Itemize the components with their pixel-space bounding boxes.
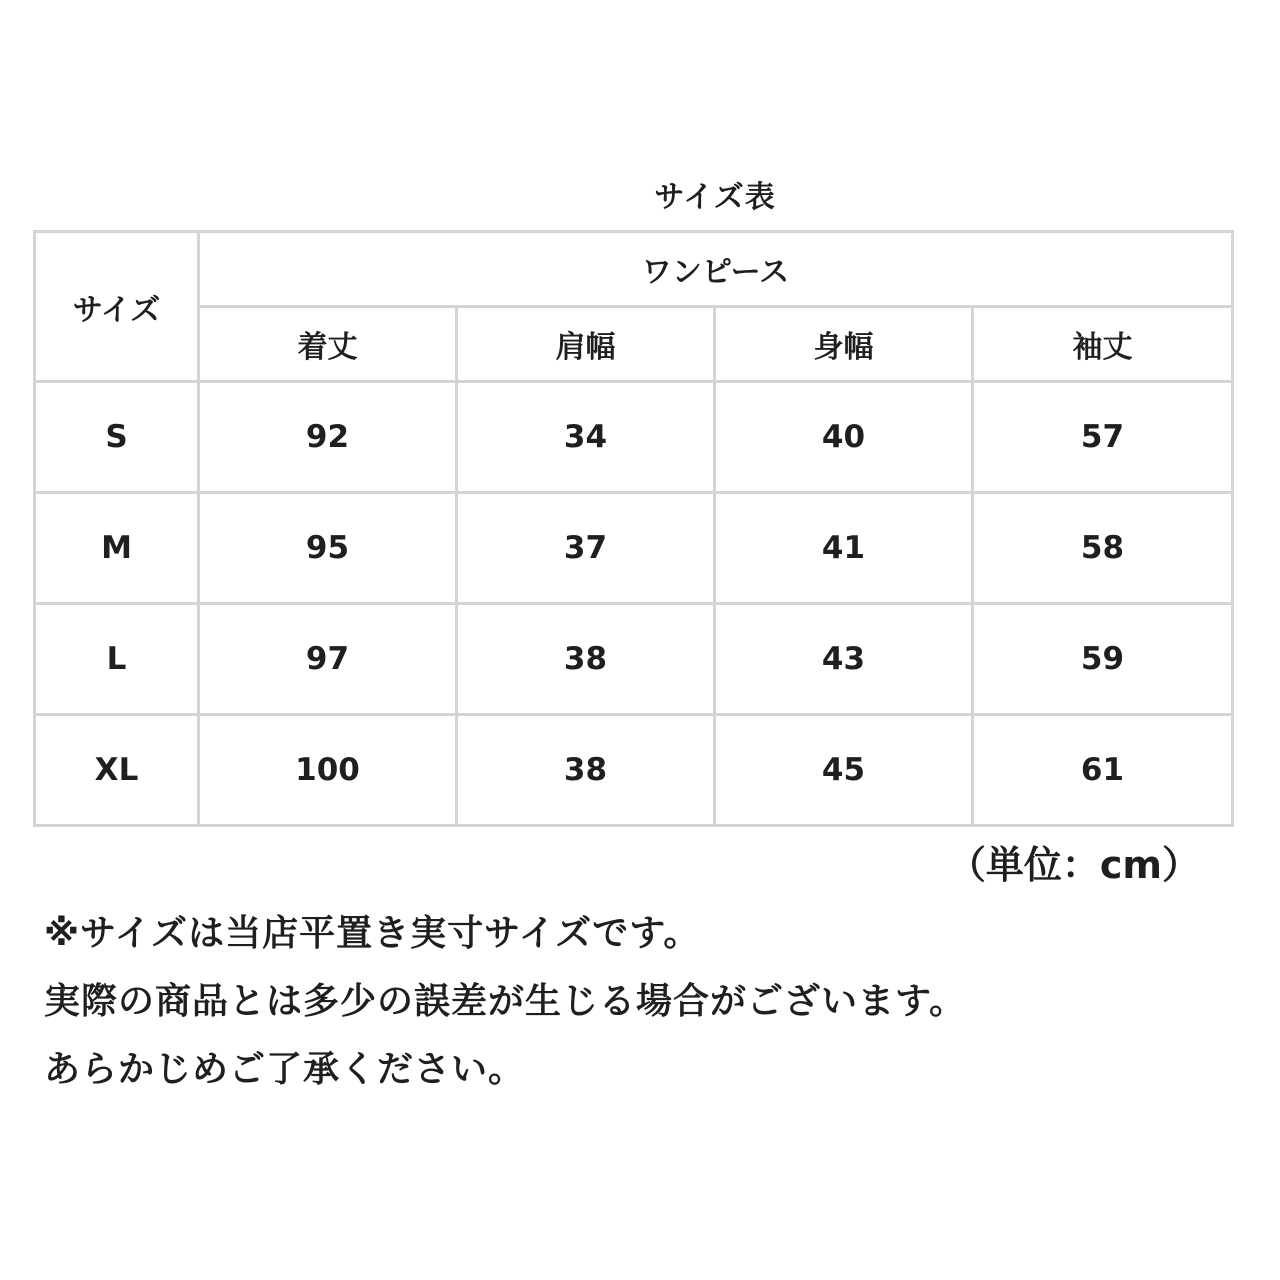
table-header-row-1 (35, 232, 1233, 307)
notes-block (44, 900, 966, 1104)
note-line: ※サイズは当店平置き実寸サイズです。 (44, 913, 701, 954)
size-label: M (35, 493, 199, 604)
table-cell: 38 (457, 604, 715, 715)
table-cell: 61 (973, 715, 1233, 826)
table-cell: 59 (973, 604, 1233, 715)
page-title: サイズ表 (654, 180, 776, 215)
table-cell: 57 (973, 382, 1233, 493)
table-cell: 41 (715, 493, 973, 604)
table-row (35, 715, 1233, 826)
size-label: S (35, 382, 199, 493)
size-label: XL (35, 715, 199, 826)
table-row (35, 382, 1233, 493)
table-cell: 97 (199, 604, 457, 715)
table-row (35, 604, 1233, 715)
table-header-row-2 (35, 307, 1233, 382)
table-cell: 37 (457, 493, 715, 604)
table-cell: 58 (973, 493, 1233, 604)
column-header-shoulder: 肩幅 (457, 307, 715, 382)
table-cell: 100 (199, 715, 457, 826)
table-cell: 40 (715, 382, 973, 493)
unit-note: （単位：cm） (947, 843, 1200, 887)
table-cell: 43 (715, 604, 973, 715)
note-line: あらかじめご了承ください。 (44, 1049, 526, 1090)
table-cell: 45 (715, 715, 973, 826)
table-cell: 34 (457, 382, 715, 493)
note-line: 実際の商品とは多少の誤差が生じる場合がございます。 (44, 981, 967, 1022)
table-cell: 38 (457, 715, 715, 826)
size-table (33, 230, 1234, 827)
table-cell: 92 (199, 382, 457, 493)
table-cell: 95 (199, 493, 457, 604)
column-header-length: 着丈 (199, 307, 457, 382)
column-header-chest: 身幅 (715, 307, 973, 382)
size-column-header: サイズ (35, 232, 199, 382)
group-header: ワンピース (199, 232, 1233, 307)
table-row (35, 493, 1233, 604)
column-header-sleeve: 袖丈 (973, 307, 1233, 382)
size-label: L (35, 604, 199, 715)
